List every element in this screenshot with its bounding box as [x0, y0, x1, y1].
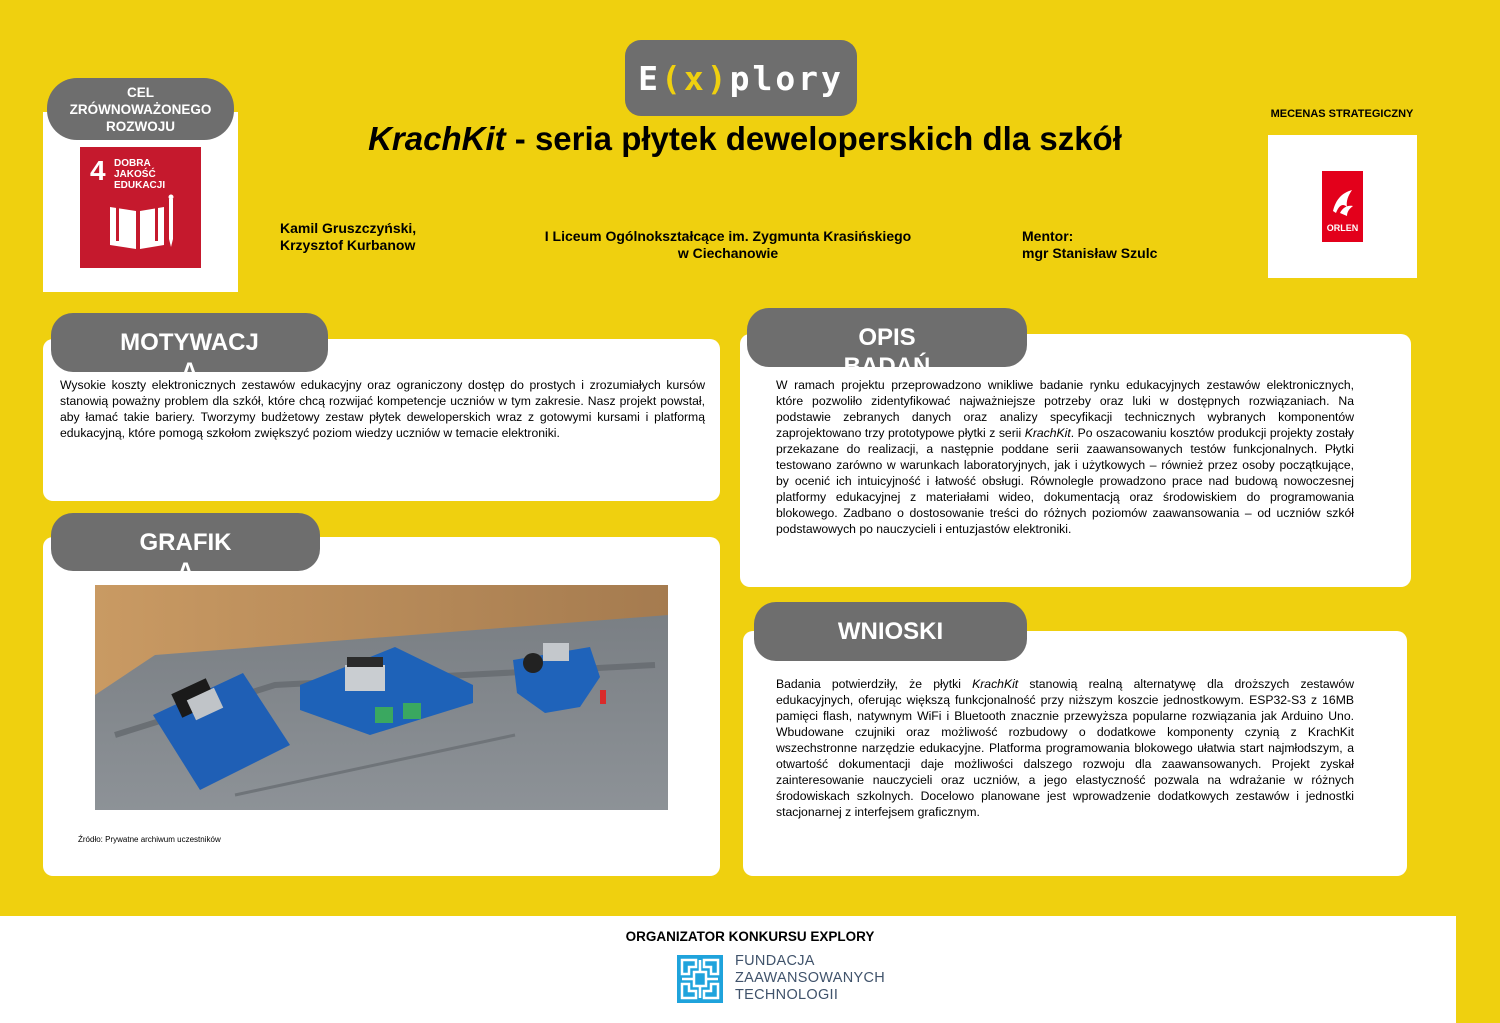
logo-paren-open: (: [660, 58, 684, 98]
logo-letter-e: E: [638, 58, 661, 98]
sdg-header-line: ZRÓWNOWAŻONEGO: [69, 102, 212, 117]
logo-plory: plory: [729, 58, 844, 98]
dev-boards-photo: [95, 585, 668, 810]
fzt-wordmark: [735, 953, 885, 1004]
sdg-goal-tile: [80, 147, 201, 268]
mentor-label: Mentor:: [1022, 228, 1074, 244]
motivation-heading: [51, 313, 328, 385]
sdg-goal-line: DOBRA JAKOŚĆ: [114, 158, 156, 180]
author-line: Kamil Gruszczyński,: [280, 220, 417, 236]
sdg-header: [47, 78, 234, 140]
heading-line: A: [180, 358, 199, 385]
project-photo: [95, 585, 668, 810]
fzt-line: TECHNOLOGII: [735, 987, 839, 1003]
text-run: W ramach projektu przeprowadzono wnikliwe badanie rynku edukacyjnych zestawów elektronicznych, które pozwoliło zidentyfikować najważniejsze potrzeby oraz luki w dostępnych rozwiązaniach. Na podstawie zebranych danych oraz analizy specyfikacji technicznych wybranych komponentów zaprojektowano trzy prototypowe płytki z serii: [776, 378, 1354, 440]
orlen-logo: [1322, 171, 1363, 242]
text-run-italic: KrachKit: [1024, 426, 1071, 440]
text-run: . Po oszacowaniu kosztów produkcji projekty zostały przekazane do realizacji, a następnie poddane serii zaawansowanych testów funkcjonalnych. Płytki testowano zarówno w warunkach laboratoryjnych, jak i użytkowych – również przez osoby początkujące, by ocenić ich intuicyjność i łatwość obsługi. Równolegle prowadzono prace nad budową nowoczesnej platformy edukacyjnej z materiałami wideo, dokumentacją oraz środowiskiem do programowania blokowego. Zadbano o dostosowanie treści do różnych poziomów zaawansowania – od uczniów szkół podstawowych po nauczycieli i entuzjastów elektroniki.: [776, 426, 1354, 536]
heading-line: MOTYWACJ: [120, 329, 259, 356]
research-heading: [747, 308, 1027, 380]
text-run: Badania potwierdziły, że płytki: [776, 677, 973, 691]
school-line: I Liceum Ogólnokształcące im. Zygmunta Krasińskiego: [544, 228, 912, 244]
heading-line: A: [176, 558, 195, 585]
heading-line: GRAFIK: [139, 529, 232, 556]
sdg-goal-number: 4: [90, 155, 106, 186]
eagle-icon: [1330, 187, 1356, 217]
sdg-header-line: CEL: [127, 85, 154, 100]
conclusions-heading: [754, 602, 1027, 661]
heading-line: BADAŃ: [843, 353, 931, 380]
fzt-line: ZAAWANSOWANYCH: [735, 970, 886, 986]
poster-title: [250, 120, 1240, 158]
photo-source: Źródło: Prywatne archiwum uczestników: [78, 835, 221, 844]
authors: [280, 220, 416, 254]
sdg-goal-line: EDUKACJI: [114, 180, 166, 191]
patron-label: MECENAS STRATEGICZNY: [1270, 108, 1414, 120]
text-run: stanowią realną alternatywę dla droższych zestawów edukacyjnych, oferując większą funkcjonalność przy niższym koszcie jednostkowym. ESP32-S3 z 16MB pamięci flash, natywnym WiFi i Bluetooth znacznie przewyższa popularne rozwiązania jak Arduino Uno. Wbudowane czujniki oraz możliwość rozbudowy o dodatkowe komponenty czynią z KrachKit wszechstronne narzędzie edukacyjne. Platforma programowania blokowego ułatwia start najmłodszym, a otwartość dokumentacji daje możliwości dalszego rozwoju dla zaawansowanych. Projekt zyskał zainteresowanie nauczycieli oraz uczniów, a jego elastyczność pozwala na wdrażanie w różnych środowiskach szkolnych. Docelowo planowane jest wprowadzenie dodatkowych zestawów i jednostki stacjonarnej z interfejsem graficznym.: [776, 677, 1354, 819]
logo-paren-close: ): [706, 58, 730, 98]
explory-logo: [625, 40, 857, 116]
sdg-header-line: ROZWOJU: [106, 119, 175, 134]
graphic-heading: [51, 513, 320, 585]
title-rest: - seria płytek deweloperskich dla szkół: [505, 120, 1122, 157]
mentor-name: mgr Stanisław Szulc: [1022, 245, 1158, 261]
orlen-wordmark: ORLEN: [1326, 223, 1359, 233]
fzt-maze-icon: [677, 955, 723, 1003]
text-run-italic: KrachKit: [972, 677, 1019, 691]
heading-line: WNIOSKI: [837, 618, 944, 645]
organizer-label: ORGANIZATOR KONKURSU EXPLORY: [625, 929, 875, 944]
motivation-text: Wysokie koszty elektronicznych zestawów edukacyjny oraz ograniczony dostęp do prostych i zrozumiałych kursów stanowią poważny problem dla szkół, które chcą rozwijać kompetencje uczniów w tym zakresie. Nasz projekt powstał, aby łamać takie bariery. Tworzymy budżetowy zestaw płytek deweloperskich wraz z gotowymi kursami i platformą edukacyjną, które pomogą szkołom zwiększyć poziom wiedzy uczniów w temacie elektroniki.: [60, 378, 705, 440]
book-pencil-icon: [106, 193, 178, 251]
school: [520, 228, 936, 262]
mentor: [1022, 228, 1157, 262]
sdg-goal-label: [114, 158, 194, 191]
school-line: w Ciechanowie: [677, 245, 779, 261]
heading-line: OPIS: [858, 324, 916, 351]
logo-x: x: [683, 58, 707, 98]
conclusions-text: [776, 676, 1354, 820]
research-text: [776, 377, 1354, 537]
title-brand: KrachKit: [368, 120, 506, 157]
fzt-line: FUNDACJA: [735, 953, 815, 969]
author-line: Krzysztof Kurbanow: [280, 237, 416, 253]
